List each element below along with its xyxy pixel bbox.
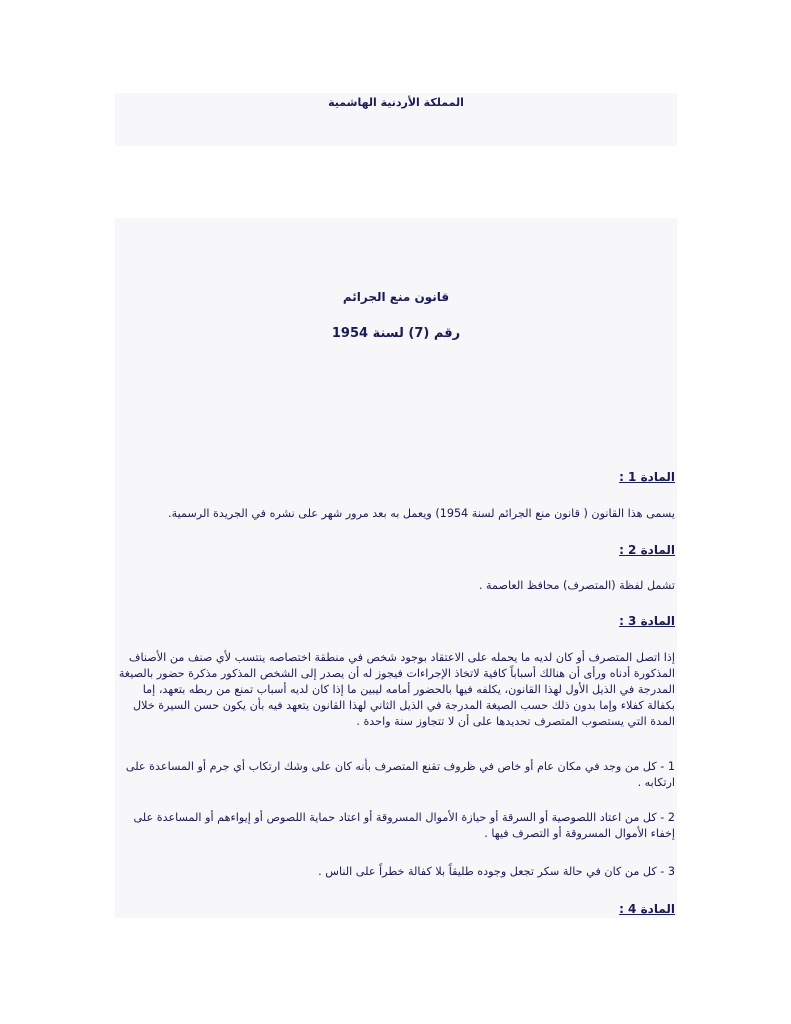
article-2-text: تشمل لفظة (المتصرف) محافظ العاصمة . xyxy=(478,579,675,592)
law-number: رقم (7) لسنة 1954 xyxy=(331,326,461,341)
article-1-heading: المادة 1 : xyxy=(619,470,675,484)
article-3-item-2: 2 - كل من اعتاد اللصوصية أو السرقة أو حيازة الأموال المسروقة أو اعتاد حماية اللصوص أو إيواءهم أو المساعدة على إخفاء الأموال المسروقة أو التصرف فيها . xyxy=(133,811,675,840)
article-3-item-3: 3 - كل من كان في حالة سكر تجعل وجوده طليقاً بلا كفالة خطراً على الناس . xyxy=(318,865,675,878)
article-3-heading: المادة 3 : xyxy=(619,614,675,628)
article-4-heading: المادة 4 : xyxy=(619,902,675,916)
article-1-text: يسمى هذا القانون ( قانون منع الجرائم لسنة 1954) ويعمل به بعد مرور شهر على نشره في الجريدة الرسمية. xyxy=(168,507,675,520)
article-2-heading: المادة 2 : xyxy=(619,543,675,557)
kingdom-header: المملكة الأردنية الهاشمية xyxy=(328,96,464,109)
article-3-text: إذا اتصل المتصرف أو كان لديه ما يحمله على الاعتقاد بوجود شخص في منطقة اختصاصه ينتسب لأي صنف من الأصناف المذكورة أدناه ورأى أن هنالك أسباباً كافية لاتخاذ الإجراءات فيجوز له أن يصدر إلى الشخص المذكور مذكرة حضور بالصيغة المدرجة في الذيل الأول لهذا القانون، يكلفه فيها بالحضور أمامه ليبين ما إذا كان لديه أسباب تمنع من ربطه بتعهد، إما بكفالة كفلاء وإما بدون ذلك حسب الصيغة المدرجة في الذيل الثاني لهذا القانون يتعهد فيه بأن يكون حسن السيرة خلال المدة التي يستصوب المتصرف تحديدها على أن لا تتجاوز سنة واحدة . xyxy=(118,651,675,728)
law-title: قانون منع الجرائم xyxy=(342,290,450,304)
article-3-item-1: 1 - كل من وجد في مكان عام أو خاص في ظروف تقنع المتصرف بأنه كان على وشك ارتكاب أي جرم أو المساعدة على ارتكابه . xyxy=(125,760,675,789)
